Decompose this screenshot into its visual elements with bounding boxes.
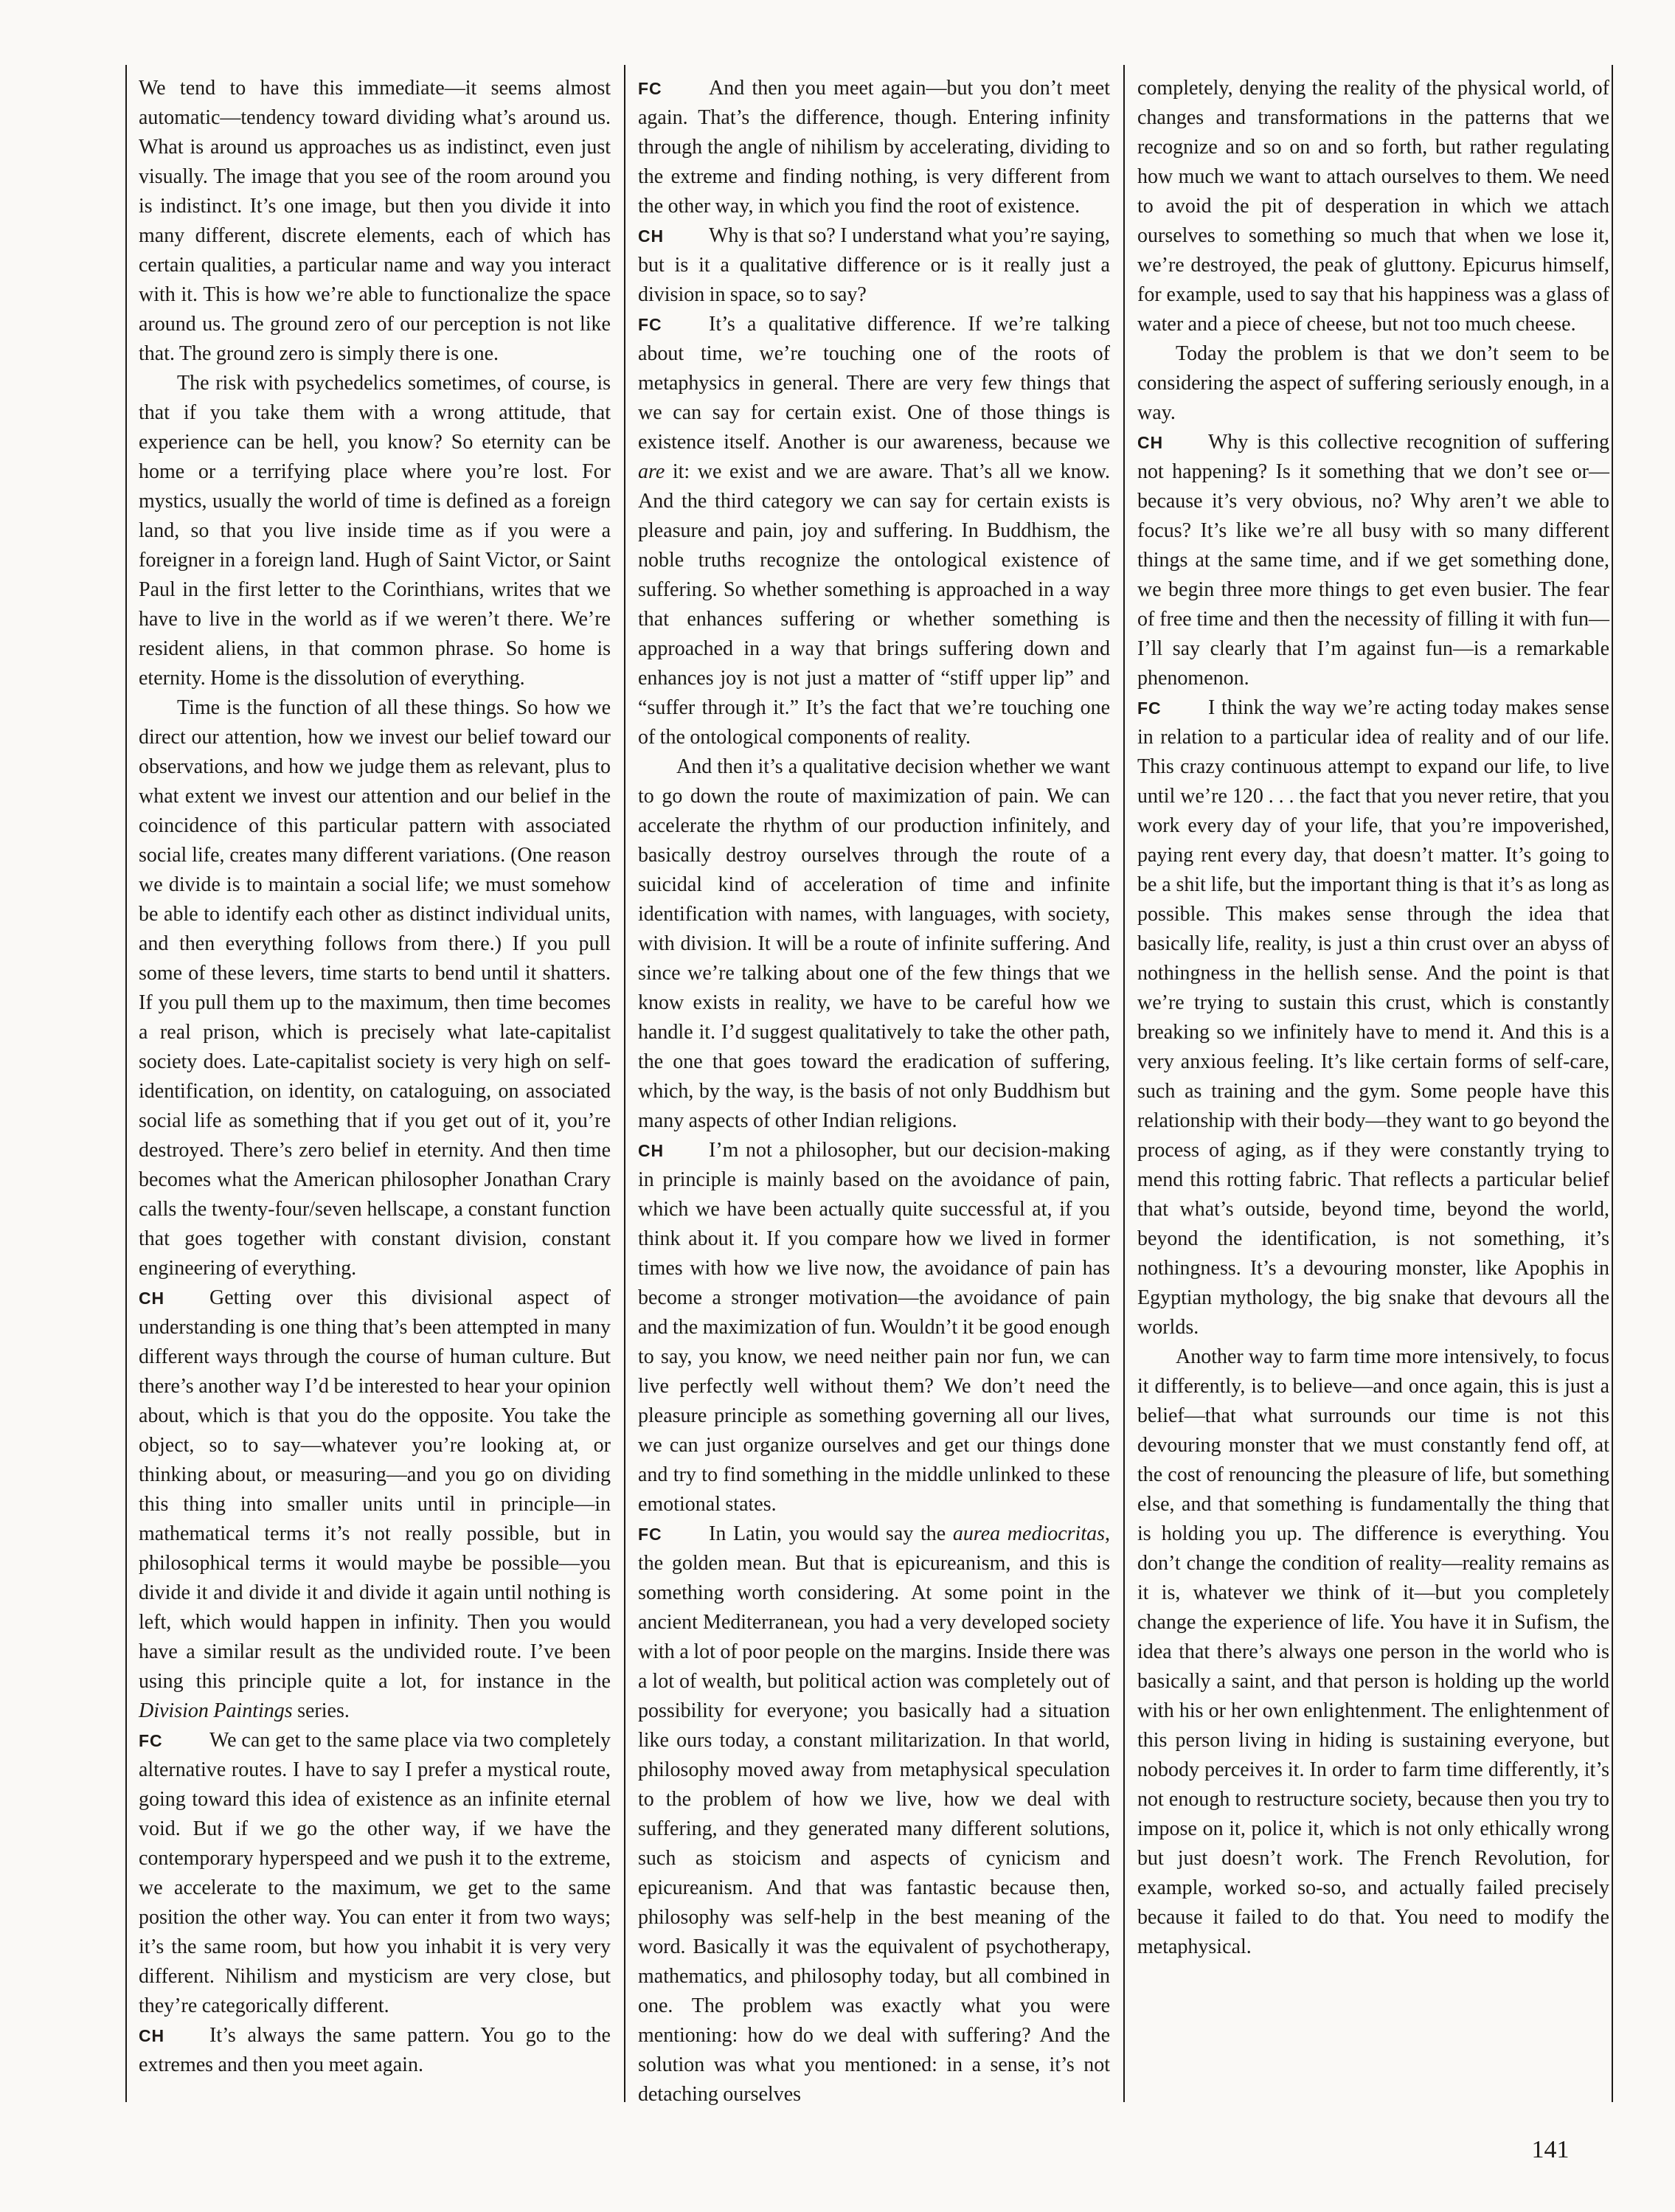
page-right-rule bbox=[1612, 65, 1613, 2102]
paragraph: Today the problem is that we don’t seem to be considering the aspect of suffering seriously enough, in a way. bbox=[1137, 342, 1609, 424]
italic-term: Division Paintings bbox=[139, 1699, 293, 1722]
paragraph: Another way to farm time more intensively, to focus it differently, is to believe—and once again, this is just a belief—that what surrounds our time is not this devouring monster that we must constantly fend off, at the cost of renouncing the pleasure of life, but something else, and that something is fundamentally the thing that is holding you up. The difference is everything. You don’t change the condition of reality—reality remains as it is, whatever we think of it—but you completely change the experience of life. You have it in Sufism, the idea that there’s always one person in the world who is basically a saint, and that person is holding up the world with his or her own enlightenment. The enlightenment of this person living in hiding is sustaining everyone, but nobody perceives it. In order to farm time differently, it’s not enough to restructure society, because then you try to impose on it, police it, which is not only ethically wrong but just doesn’t work. The French Revolution, for example, worked so-so, and actually failed precisely because it failed to do that. You need to modify the metaphysical. bbox=[1137, 1345, 1609, 1958]
paragraph: completely, denying the reality of the physical world, of changes and transformations in the patterns that we recognize and so on and so forth, but rather regulating how much we want to attach ourselves to them. We need to avoid the pit of desperation in which we attach ourselves to something so much that when we lose it, we’re destroyed, the peak of gluttony. Epicurus himself, for example, used to say that his happiness was a glass of water and a piece of cheese, but not too much cheese. bbox=[1137, 77, 1609, 336]
speaker-label: CH bbox=[638, 1141, 665, 1160]
dialogue-turn: CH I’m not a philosopher, but our decision-making in principle is mainly based on the avoidance of pain, which we have been actually quite successful at, if you think about it. If you compare how we lived in former times with how we live now, the avoidance of pain has become a stronger motivation—the avoidance of pain and the maximization of fun. Wouldn’t it be good enough to say, you know, we need neither pain nor fun, we can live perfectly well without them? We don’t need the pleasure principle as something governing all our lives, we can just organize ourselves and get our things done and try to find something in the middle unlinked to these emotional states. bbox=[638, 1136, 1110, 1519]
speaker-label: CH bbox=[1137, 433, 1164, 452]
speaker-label: CH bbox=[638, 226, 665, 246]
page-number: 141 bbox=[1531, 2136, 1570, 2163]
italic-term: aurea mediocritas bbox=[952, 1522, 1106, 1545]
dialogue-turn: FC I think the way we’re acting today makes sense in relation to a particular idea of reality and of our life. This crazy continuous attempt to expand our life, to live until we’re 120 . . . the fact that you never retire, that you work every day of your life, that you’re impoverished, paying rent every day, that doesn’t matter. It’s going to be a shit life, but the important thing is that it’s as long as possible. This makes sense through the idea that basically life, reality, is just a thin crust over an abyss of nothingness in the hellish sense. And the point is that we’re trying to sustain this crust, which is constantly breaking so we infinitely have to mend it. And this is a very anxious feeling. It’s like certain forms of self-care, such as training and the gym. Some people have this relationship with their body—they want to go beyond the process of aging, as if they were constantly trying to mend this rotting fabric. That reflects a particular belief that what’s outside, beyond time, beyond the world, beyond the identification, is not something, it’s nothingness. It’s a devouring monster, like Apophis in Egyptian mythology, the big snake that devours all the worlds. bbox=[1137, 693, 1609, 1342]
paragraph: The risk with psychedelics sometimes, of course, is that if you take them with a wrong attitude, that experience can be hell, you know? So eternity can be home or a terrifying place where you’re lost. For mystics, usually the world of time is defined as a foreign land, so that you live inside time as if you were a foreigner in a foreign land. Hugh of Saint Victor, or Saint Paul in the first letter to the Corinthians, writes that we have to live in the world as if we weren’t there. We’re resident aliens, in that common phrase. So home is eternity. Home is the dissolution of everything. bbox=[139, 372, 611, 690]
paragraph: Time is the function of all these things. So how we direct our attention, how we invest our belief toward our observations, and how we judge them as relevant, plus to what extent we invest our attention and our belief in the coincidence of this particular pattern with associated social life, creates many different variations. (One reason we divide is to maintain a social life; we must somehow be able to identify each other as distinct individual units, and then everything follows from there.) If you pull some of these levers, time starts to bend until it shatters. If you pull them up to the maximum, then time becomes a real prison, which is precisely what late-capitalist society does. Late-capitalist society is very high on self-identification, on identity, on cataloguing, on associated social life as something that if you get out of it, you’re destroyed. There’s zero belief in eternity. And then time becomes what the American philosopher Jonathan Crary calls the twenty-four/seven hellscape, a constant function that goes together with constant division, constant engineering of everything. bbox=[139, 696, 611, 1280]
paragraph: We tend to have this immediate—it seems almost automatic—tendency toward dividing what’s around us. What is around us approaches us as indistinct, even just visually. The image that you see of the room around you is indistinct. It’s one image, but then you divide it into many different, discrete elements, each of which has certain qualities, a particular name and way you interact with it. This is how we’re able to functionalize the space around us. The ground zero of our perception is not like that. The ground zero is simply there is one. bbox=[139, 77, 611, 365]
dialogue-turn: CH Why is that so? I understand what you’re saying, but is it a qualitative difference or is it really just a division in space, so to say? bbox=[638, 221, 1110, 310]
dialogue-turn: CH Why is this collective recognition of suffering not happening? Is it something that we don’t see or—because it’s very obvious, no? Why aren’t we able to focus? It’s like we’re all busy with so many different things at the same time, and if we get something done, we begin three more things to get even busier. The fear of free time and then the necessity of filling it with fun—I’ll say clearly that I’m against fun—is a remarkable phenomenon. bbox=[1137, 428, 1609, 693]
speaker-label: CH bbox=[139, 2026, 165, 2045]
speaker-label: FC bbox=[1137, 698, 1162, 718]
dialogue-turn: CH Getting over this divisional aspect of understanding is one thing that’s been attempted in many different ways through the course of human culture. But there’s another way I’d be interested to hear your opinion about, which is that you do the opposite. You take the object, so to say—whatever you’re looking at, or thinking about, or measuring—and you go on dividing this thing into smaller units until in principle—in mathematical terms it’s not really possible, but in philosophical terms it would maybe be possible—you divide it and divide it and divide it again until nothing is left, which would happen in infinity. Then you would have a similar result as the undivided route. I’ve been using this principle quite a lot, for instance in the Division Paintings series. bbox=[139, 1283, 611, 1726]
dialogue-turn: FC In Latin, you would say the aurea mediocritas, the golden mean. But that is epicureanism, and this is something worth considering. At some point in the ancient Mediterranean, you had a very developed society with a lot of poor people on the margins. Inside there was a lot of wealth, but political action was completely out of possibility for everyone; you basically had a situation like ours today, a constant militarization. In that world, philosophy moved away from metaphysical speculation to the problem of how we live, how we deal with suffering, and they generated many different solutions, such as stoicism and aspects of cynicism and epicureanism. And that was fantastic because then, philosophy was self-help in the best meaning of the word. Basically it was the equivalent of psychotherapy, mathematics, and philosophy today, but all combined in one. The problem was exactly what you were mentioning: how do we deal with suffering? And the solution was what you mentioned: in a sense, it’s not detaching ourselves bbox=[638, 1519, 1110, 2109]
text-column-3 bbox=[1137, 74, 1609, 1962]
speaker-label: FC bbox=[638, 315, 662, 334]
column-rule-2 bbox=[1123, 65, 1125, 2102]
paragraph: And then it’s a qualitative decision whether we want to go down the route of maximization of pain. We can accelerate the rhythm of our production infinitely, and basically destroy ourselves through the route of a suicidal kind of acceleration of time and infinite identification with names, with languages, with society, with division. It will be a route of infinite suffering. And since we’re talking about one of the few things that we know exists in reality, we have to be careful how we handle it. I’d suggest qualitatively to take the other path, the one that goes toward the eradication of suffering, which, by the way, is the basis of not only Buddhism but many aspects of other Indian religions. bbox=[638, 755, 1110, 1132]
dialogue-turn: FC We can get to the same place via two completely alternative routes. I have to say I prefer a mystical route, going toward this idea of existence as an infinite eternal void. But if we go the other way, if we have the contemporary hyperspeed and we push it to the extreme, we accelerate to the maximum, we get to the same position the other way. You can enter it from two ways; it’s the same room, but how you inhabit it is very very different. Nihilism and mysticism are very close, but they’re categorically different. bbox=[139, 1726, 611, 2021]
dialogue-turn: FC And then you meet again—but you don’t meet again. That’s the difference, though. Entering infinity through the angle of nihilism by accelerating, dividing to the extreme and finding nothing, is very different from the other way, in which you find the root of existence. bbox=[638, 74, 1110, 221]
speaker-label: FC bbox=[139, 1731, 163, 1750]
speaker-label: FC bbox=[638, 79, 662, 98]
speaker-label: FC bbox=[638, 1525, 662, 1544]
speaker-label: CH bbox=[139, 1289, 165, 1308]
page-left-rule bbox=[125, 65, 127, 2102]
text-column-1 bbox=[139, 74, 611, 2080]
column-rule-1 bbox=[624, 65, 625, 2102]
italic-term: are bbox=[638, 460, 665, 483]
dialogue-turn: CH It’s always the same pattern. You go to the extremes and then you meet again. bbox=[139, 2021, 611, 2080]
dialogue-turn: FC It’s a qualitative difference. If we’re talking about time, we’re touching one of the roots of metaphysics in general. There are very few things that we can say for certain exist. One of those things is existence itself. Another is our awareness, because we are it: we exist and we are aware. That’s all we know. And the third category we can say for certain exists is pleasure and pain, joy and suffering. In Buddhism, the noble truths recognize the ontological existence of suffering. So whether something is approached in a way that enhances suffering or whether something is approached in a way that brings suffering down and enhances joy is not just a matter of “stiff upper lip” and “suffer through it.” It’s the fact that we’re touching one of the ontological components of reality. bbox=[638, 310, 1110, 752]
text-column-2 bbox=[638, 74, 1110, 2109]
